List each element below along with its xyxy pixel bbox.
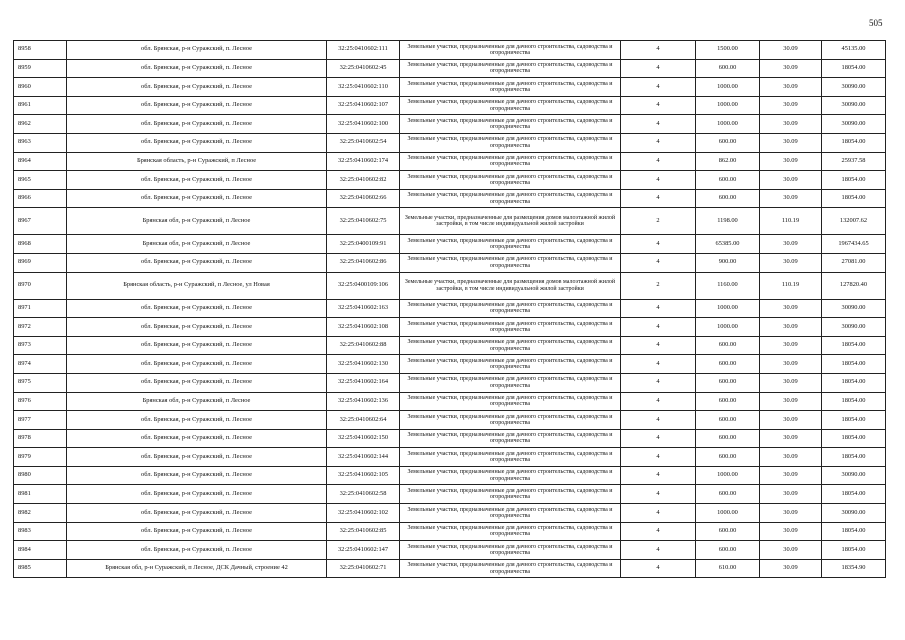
cadastral-value-cell: 18054.00	[822, 448, 886, 467]
row-number: 8963	[14, 133, 67, 152]
specific-value-cell: 30.09	[760, 235, 822, 254]
address-cell: обл. Брянская, р-н Суражский, п. Лесное	[67, 189, 327, 208]
table-row	[14, 299, 886, 318]
group-cell: 4	[621, 133, 696, 152]
row-number: 8983	[14, 522, 67, 541]
specific-value-cell: 30.09	[760, 59, 822, 78]
row-number: 8977	[14, 411, 67, 430]
cadastral-number-cell: 32:25:0410602:100	[327, 115, 400, 134]
row-number: 8973	[14, 336, 67, 355]
land-use-cell: Земельные участки, предназначенные для дачного строительства, садоводства и огородничества	[400, 559, 621, 578]
cadastral-value-cell: 1967434.65	[822, 235, 886, 254]
group-cell: 4	[621, 171, 696, 190]
table-row	[14, 485, 886, 504]
land-use-cell: Земельные участки, предназначенные для дачного строительства, садоводства и огородничества	[400, 522, 621, 541]
address-cell: обл. Брянская, р-н Суражский, п. Лесное	[67, 485, 327, 504]
table-row	[14, 133, 886, 152]
address-cell: обл. Брянская, р-н Суражский, п. Лесное	[67, 41, 327, 60]
row-number: 8982	[14, 504, 67, 523]
cadastral-value-cell: 127820.40	[822, 272, 886, 299]
address-cell: обл. Брянская, р-н Суражский, п. Лесное	[67, 59, 327, 78]
group-cell: 4	[621, 373, 696, 392]
area-cell: 1000.00	[696, 78, 760, 97]
page-number: 505	[869, 18, 883, 28]
address-cell: обл. Брянская, р-н Суражский, п. Лесное	[67, 429, 327, 448]
group-cell: 4	[621, 318, 696, 337]
table-row	[14, 78, 886, 97]
cadastral-number-cell: 32:25:0410602:85	[327, 522, 400, 541]
cadastral-value-cell: 18054.00	[822, 171, 886, 190]
cadastral-value-cell: 18054.00	[822, 59, 886, 78]
land-use-cell: Земельные участки, предназначенные для дачного строительства, садоводства и огородничества	[400, 429, 621, 448]
group-cell: 4	[621, 253, 696, 272]
specific-value-cell: 30.09	[760, 392, 822, 411]
area-cell: 862.00	[696, 152, 760, 171]
cadastral-number-cell: 32:25:0410602:136	[327, 392, 400, 411]
land-use-cell: Земельные участки, предназначенные для дачного строительства, садоводства и огородничества	[400, 392, 621, 411]
area-cell: 610.00	[696, 559, 760, 578]
table-row	[14, 152, 886, 171]
area-cell: 1000.00	[696, 115, 760, 134]
cadastral-number-cell: 32:25:0410602:102	[327, 504, 400, 523]
table-row	[14, 189, 886, 208]
cadastral-number-cell: 32:25:0410602:144	[327, 448, 400, 467]
specific-value-cell: 110.19	[760, 272, 822, 299]
row-number: 8975	[14, 373, 67, 392]
table-row	[14, 448, 886, 467]
group-cell: 4	[621, 59, 696, 78]
area-cell: 600.00	[696, 411, 760, 430]
group-cell: 4	[621, 189, 696, 208]
address-cell: обл. Брянская, р-н Суражский, п. Лесное	[67, 171, 327, 190]
land-use-cell: Земельные участки, предназначенные для дачного строительства, садоводства и огородничества	[400, 253, 621, 272]
cadastral-number-cell: 32:25:0410602:174	[327, 152, 400, 171]
row-number: 8967	[14, 208, 67, 235]
cadastral-value-cell: 30090.00	[822, 115, 886, 134]
area-cell: 600.00	[696, 541, 760, 560]
cadastral-value-cell: 18054.00	[822, 411, 886, 430]
area-cell: 900.00	[696, 253, 760, 272]
cadastral-value-cell: 27081.00	[822, 253, 886, 272]
area-cell: 1000.00	[696, 299, 760, 318]
land-use-cell: Земельные участки, предназначенные для дачного строительства, садоводства и огородничества	[400, 96, 621, 115]
row-number: 8971	[14, 299, 67, 318]
table-row	[14, 96, 886, 115]
table-row	[14, 466, 886, 485]
specific-value-cell: 30.09	[760, 504, 822, 523]
table-row	[14, 355, 886, 374]
group-cell: 4	[621, 78, 696, 97]
group-cell: 4	[621, 522, 696, 541]
specific-value-cell: 30.09	[760, 115, 822, 134]
table-row	[14, 318, 886, 337]
land-use-cell: Земельные участки, предназначенные для дачного строительства, садоводства и огородничества	[400, 541, 621, 560]
group-cell: 4	[621, 152, 696, 171]
cadastral-number-cell: 32:25:0410602:66	[327, 189, 400, 208]
table-row	[14, 272, 886, 299]
cadastral-value-cell: 30090.00	[822, 78, 886, 97]
address-cell: обл. Брянская, р-н Суражский, п. Лесное	[67, 466, 327, 485]
row-number: 8972	[14, 318, 67, 337]
address-cell: Брянская обл, р-н Суражский, п Лесное	[67, 208, 327, 235]
row-number: 8985	[14, 559, 67, 578]
group-cell: 4	[621, 504, 696, 523]
land-use-cell: Земельные участки, предназначенные для дачного строительства, садоводства и огородничества	[400, 485, 621, 504]
address-cell: обл. Брянская, р-н Суражский, п. Лесное	[67, 448, 327, 467]
group-cell: 4	[621, 41, 696, 60]
area-cell: 600.00	[696, 522, 760, 541]
cadastral-number-cell: 32:25:0410602:82	[327, 171, 400, 190]
cadastral-value-cell: 18054.00	[822, 373, 886, 392]
cadastral-number-cell: 32:25:0410602:88	[327, 336, 400, 355]
row-number: 8980	[14, 466, 67, 485]
specific-value-cell: 30.09	[760, 96, 822, 115]
address-cell: обл. Брянская, р-н Суражский, п. Лесное	[67, 355, 327, 374]
area-cell: 600.00	[696, 59, 760, 78]
address-cell: обл. Брянская, р-н Суражский, п. Лесное	[67, 373, 327, 392]
row-number: 8981	[14, 485, 67, 504]
area-cell: 600.00	[696, 355, 760, 374]
cadastral-number-cell: 32:25:0410602:163	[327, 299, 400, 318]
table-row	[14, 253, 886, 272]
cadastral-number-cell: 32:25:0410602:86	[327, 253, 400, 272]
group-cell: 4	[621, 429, 696, 448]
row-number: 8968	[14, 235, 67, 254]
specific-value-cell: 30.09	[760, 318, 822, 337]
cadastral-value-cell: 30090.00	[822, 299, 886, 318]
area-cell: 600.00	[696, 429, 760, 448]
group-cell: 4	[621, 559, 696, 578]
address-cell: обл. Брянская, р-н Суражский, п. Лесное	[67, 504, 327, 523]
row-number: 8978	[14, 429, 67, 448]
table-row	[14, 392, 886, 411]
cadastral-number-cell: 32:25:0400109:106	[327, 272, 400, 299]
cadastral-number-cell: 32:25:0410602:150	[327, 429, 400, 448]
land-use-cell: Земельные участки, предназначенные для дачного строительства, садоводства и огородничества	[400, 152, 621, 171]
row-number: 8964	[14, 152, 67, 171]
address-cell: обл. Брянская, р-н Суражский, п. Лесное	[67, 522, 327, 541]
table-row	[14, 429, 886, 448]
group-cell: 4	[621, 411, 696, 430]
cadastral-value-cell: 18054.00	[822, 429, 886, 448]
area-cell: 1000.00	[696, 466, 760, 485]
cadastral-number-cell: 32:25:0410602:105	[327, 466, 400, 485]
group-cell: 4	[621, 235, 696, 254]
land-use-cell: Земельные участки, предназначенные для дачного строительства, садоводства и огородничества	[400, 299, 621, 318]
address-cell: обл. Брянская, р-н Суражский, п. Лесное	[67, 78, 327, 97]
land-use-cell: Земельные участки, предназначенные для дачного строительства, садоводства и огородничества	[400, 59, 621, 78]
specific-value-cell: 30.09	[760, 448, 822, 467]
cadastral-number-cell: 32:25:0410602:64	[327, 411, 400, 430]
area-cell: 600.00	[696, 373, 760, 392]
land-use-cell: Земельные участки, предназначенные для размещения домов малоэтажной жилой застройки, в том числе индивидуальной жилой застройки	[400, 272, 621, 299]
land-use-cell: Земельные участки, предназначенные для дачного строительства, садоводства и огородничества	[400, 235, 621, 254]
cadastral-number-cell: 32:25:0410602:71	[327, 559, 400, 578]
address-cell: Брянская область, р-н Суражский, п Лесное, ул Новая	[67, 272, 327, 299]
row-number: 8979	[14, 448, 67, 467]
table-row	[14, 208, 886, 235]
cadastral-number-cell: 32:25:0400109:91	[327, 235, 400, 254]
cadastral-number-cell: 32:25:0410602:111	[327, 41, 400, 60]
land-use-cell: Земельные участки, предназначенные для дачного строительства, садоводства и огородничества	[400, 171, 621, 190]
land-use-cell: Земельные участки, предназначенные для дачного строительства, садоводства и огородничества	[400, 115, 621, 134]
specific-value-cell: 30.09	[760, 133, 822, 152]
land-use-cell: Земельные участки, предназначенные для дачного строительства, садоводства и огородничества	[400, 133, 621, 152]
group-cell: 4	[621, 466, 696, 485]
group-cell: 4	[621, 392, 696, 411]
area-cell: 1160.00	[696, 272, 760, 299]
specific-value-cell: 30.09	[760, 189, 822, 208]
address-cell: обл. Брянская, р-н Суражский, п. Лесное	[67, 541, 327, 560]
land-use-cell: Земельные участки, предназначенные для дачного строительства, садоводства и огородничества	[400, 318, 621, 337]
cadastral-number-cell: 32:25:0410602:58	[327, 485, 400, 504]
table-row	[14, 559, 886, 578]
land-use-cell: Земельные участки, предназначенные для дачного строительства, садоводства и огородничества	[400, 466, 621, 485]
area-cell: 1000.00	[696, 96, 760, 115]
land-use-cell: Земельные участки, предназначенные для дачного строительства, садоводства и огородничества	[400, 448, 621, 467]
specific-value-cell: 30.09	[760, 152, 822, 171]
cadastral-value-cell: 25937.58	[822, 152, 886, 171]
address-cell: Брянская обл, р-н Суражский, п Лесное, ДСК Дачный, строение 42	[67, 559, 327, 578]
row-number: 8966	[14, 189, 67, 208]
specific-value-cell: 30.09	[760, 559, 822, 578]
specific-value-cell: 30.09	[760, 171, 822, 190]
specific-value-cell: 30.09	[760, 541, 822, 560]
specific-value-cell: 30.09	[760, 299, 822, 318]
cadastral-value-cell: 45135.00	[822, 41, 886, 60]
table-row	[14, 522, 886, 541]
cadastral-number-cell: 32:25:0410602:130	[327, 355, 400, 374]
row-number: 8970	[14, 272, 67, 299]
group-cell: 4	[621, 448, 696, 467]
cadastral-value-cell: 30090.00	[822, 96, 886, 115]
land-use-cell: Земельные участки, предназначенные для дачного строительства, садоводства и огородничества	[400, 336, 621, 355]
group-cell: 2	[621, 272, 696, 299]
area-cell: 1000.00	[696, 318, 760, 337]
address-cell: обл. Брянская, р-н Суражский, п. Лесное	[67, 115, 327, 134]
cadastral-number-cell: 32:25:0410602:75	[327, 208, 400, 235]
land-use-cell: Земельные участки, предназначенные для дачного строительства, садоводства и огородничества	[400, 411, 621, 430]
row-number: 8959	[14, 59, 67, 78]
area-cell: 600.00	[696, 336, 760, 355]
group-cell: 4	[621, 485, 696, 504]
address-cell: Брянская обл, р-н Суражский, п Лесное	[67, 392, 327, 411]
land-use-cell: Земельные участки, предназначенные для дачного строительства, садоводства и огородничества	[400, 373, 621, 392]
land-use-cell: Земельные участки, предназначенные для дачного строительства, садоводства и огородничества	[400, 189, 621, 208]
area-cell: 600.00	[696, 392, 760, 411]
row-number: 8969	[14, 253, 67, 272]
address-cell: обл. Брянская, р-н Суражский, п. Лесное	[67, 96, 327, 115]
row-number: 8958	[14, 41, 67, 60]
row-number: 8961	[14, 96, 67, 115]
address-cell: обл. Брянская, р-н Суражский, п. Лесное	[67, 253, 327, 272]
row-number: 8976	[14, 392, 67, 411]
table-row	[14, 235, 886, 254]
specific-value-cell: 30.09	[760, 253, 822, 272]
cadastral-value-cell: 18354.90	[822, 559, 886, 578]
specific-value-cell: 30.09	[760, 485, 822, 504]
land-use-cell: Земельные участки, предназначенные для дачного строительства, садоводства и огородничества	[400, 41, 621, 60]
row-number: 8962	[14, 115, 67, 134]
address-cell: обл. Брянская, р-н Суражский, п. Лесное	[67, 133, 327, 152]
cadastral-value-cell: 18054.00	[822, 522, 886, 541]
specific-value-cell: 30.09	[760, 466, 822, 485]
specific-value-cell: 30.09	[760, 41, 822, 60]
group-cell: 4	[621, 299, 696, 318]
cadastral-value-cell: 18054.00	[822, 355, 886, 374]
cadastral-number-cell: 32:25:0410602:110	[327, 78, 400, 97]
cadastral-value-cell: 18054.00	[822, 189, 886, 208]
cadastral-value-cell: 18054.00	[822, 485, 886, 504]
cadastral-value-cell: 30090.00	[822, 466, 886, 485]
cadastral-value-cell: 18054.00	[822, 133, 886, 152]
specific-value-cell: 30.09	[760, 373, 822, 392]
table-row	[14, 171, 886, 190]
area-cell: 1198.00	[696, 208, 760, 235]
table-row	[14, 373, 886, 392]
specific-value-cell: 30.09	[760, 411, 822, 430]
address-cell: обл. Брянская, р-н Суражский, п. Лесное	[67, 411, 327, 430]
cadastral-value-cell: 30090.00	[822, 504, 886, 523]
table-row	[14, 41, 886, 60]
cadastral-value-cell: 18054.00	[822, 392, 886, 411]
cadastral-value-cell: 18054.00	[822, 541, 886, 560]
cadastral-value-cell: 30090.00	[822, 318, 886, 337]
area-cell: 600.00	[696, 171, 760, 190]
land-use-cell: Земельные участки, предназначенные для дачного строительства, садоводства и огородничества	[400, 355, 621, 374]
group-cell: 4	[621, 96, 696, 115]
group-cell: 4	[621, 355, 696, 374]
table-row	[14, 115, 886, 134]
area-cell: 600.00	[696, 133, 760, 152]
area-cell: 65385.00	[696, 235, 760, 254]
specific-value-cell: 30.09	[760, 78, 822, 97]
specific-value-cell: 30.09	[760, 355, 822, 374]
row-number: 8965	[14, 171, 67, 190]
cadastral-value-cell: 132007.62	[822, 208, 886, 235]
area-cell: 600.00	[696, 189, 760, 208]
table-row	[14, 504, 886, 523]
area-cell: 1500.00	[696, 41, 760, 60]
specific-value-cell: 110.19	[760, 208, 822, 235]
cadastral-value-cell: 18054.00	[822, 336, 886, 355]
table-row	[14, 411, 886, 430]
address-cell: обл. Брянская, р-н Суражский, п. Лесное	[67, 299, 327, 318]
row-number: 8960	[14, 78, 67, 97]
group-cell: 2	[621, 208, 696, 235]
specific-value-cell: 30.09	[760, 429, 822, 448]
group-cell: 4	[621, 115, 696, 134]
cadastral-number-cell: 32:25:0410602:164	[327, 373, 400, 392]
specific-value-cell: 30.09	[760, 522, 822, 541]
address-cell: обл. Брянская, р-н Суражский, п. Лесное	[67, 336, 327, 355]
area-cell: 600.00	[696, 448, 760, 467]
table-row	[14, 336, 886, 355]
specific-value-cell: 30.09	[760, 336, 822, 355]
address-cell: обл. Брянская, р-н Суражский, п. Лесное	[67, 318, 327, 337]
row-number: 8974	[14, 355, 67, 374]
cadastral-number-cell: 32:25:0410602:108	[327, 318, 400, 337]
address-cell: Брянская область, р-н Суражский, п Лесное	[67, 152, 327, 171]
table-row	[14, 59, 886, 78]
group-cell: 4	[621, 336, 696, 355]
area-cell: 600.00	[696, 485, 760, 504]
address-cell: Брянская обл, р-н Суражский, п Лесное	[67, 235, 327, 254]
area-cell: 1000.00	[696, 504, 760, 523]
cadastral-number-cell: 32:25:0410602:54	[327, 133, 400, 152]
cadastral-number-cell: 32:25:0410602:147	[327, 541, 400, 560]
table-row	[14, 541, 886, 560]
cadastral-number-cell: 32:25:0410602:107	[327, 96, 400, 115]
land-use-cell: Земельные участки, предназначенные для размещения домов малоэтажной жилой застройки, в том числе индивидуальной жилой застройки	[400, 208, 621, 235]
cadastral-value-table	[13, 40, 886, 578]
row-number: 8984	[14, 541, 67, 560]
land-use-cell: Земельные участки, предназначенные для дачного строительства, садоводства и огородничества	[400, 78, 621, 97]
group-cell: 4	[621, 541, 696, 560]
cadastral-number-cell: 32:25:0410602:45	[327, 59, 400, 78]
land-use-cell: Земельные участки, предназначенные для дачного строительства, садоводства и огородничества	[400, 504, 621, 523]
